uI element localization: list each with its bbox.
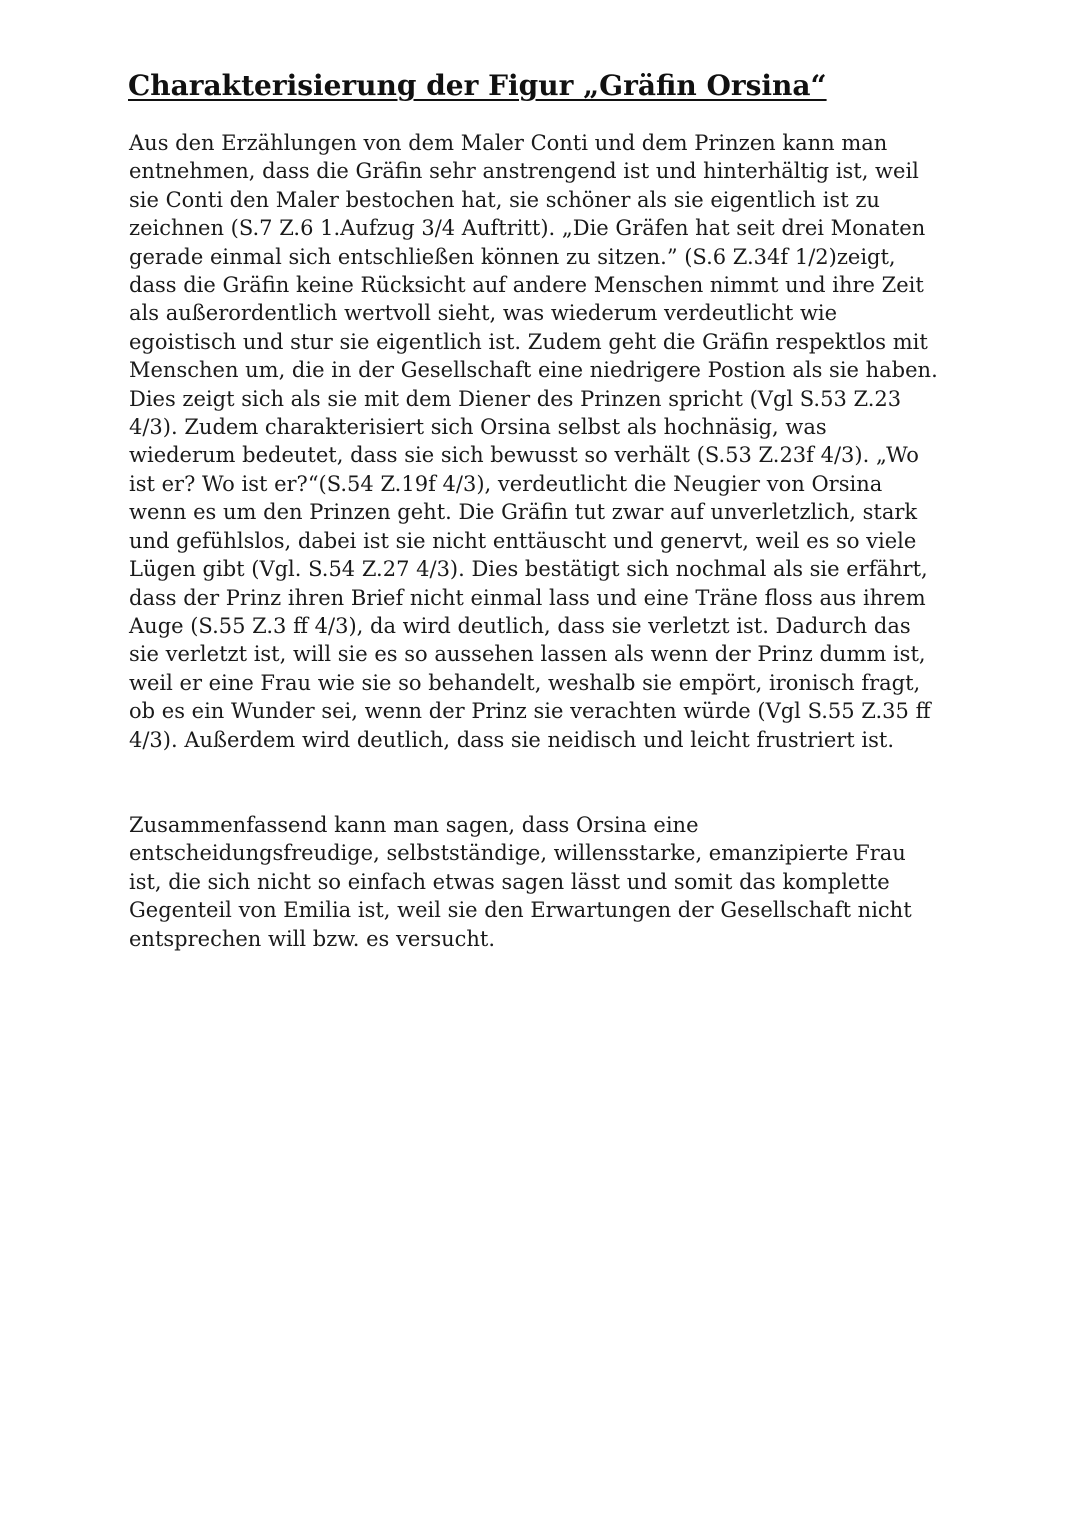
text-line: wenn es um den Prinzen geht. Die Gräfin tut zwar auf unverletzlich, stark: [129, 500, 918, 525]
text-line: als außerordentlich wertvoll sieht, was wiederum verdeutlicht wie: [129, 301, 838, 326]
text-line: dass der Prinz ihren Brief nicht einmal lass und eine Träne floss aus ihrem: [129, 585, 926, 610]
text-line: dass die Gräfin keine Rücksicht auf andere Menschen nimmt und ihre Zeit: [129, 273, 924, 298]
text-line: Lügen gibt (Vgl. S.54 Z.27 4/3). Dies bestätigt sich nochmal als sie erfährt,: [129, 557, 928, 582]
text-line: Aus den Erzählungen von dem Maler Conti und dem Prinzen kann man: [129, 131, 888, 155]
text-line: egoistisch und stur sie eigentlich ist. Zudem geht die Gräfin respektlos mit: [129, 329, 928, 354]
text-line: gerade einmal sich entschließen können zu sitzen.” (S.6 Z.34f 1/2)zeigt,: [129, 244, 896, 269]
text-line: entsprechen will bzw. es versucht.: [129, 926, 496, 951]
text-line: 4/3). Außerdem wird deutlich, dass sie neidisch und leicht frustriert ist.: [129, 727, 895, 752]
text-line: wiederum bedeutet, dass sie sich bewusst so verhält (S.53 Z.23f 4/3). „Wo: [129, 443, 919, 468]
text-line: und gefühlslos, dabei ist sie nicht enttäuscht und genervt, weil es so viele: [129, 528, 917, 553]
text-line: entnehmen, dass die Gräfin sehr anstrengend ist und hinterhältig ist, weil: [129, 159, 919, 184]
text-line: sie verletzt ist, will sie es so aussehen lassen als wenn der Prinz dumm ist,: [129, 642, 926, 667]
text-line: weil er eine Frau wie sie so behandelt, weshalb sie empört, ironisch fragt,: [129, 670, 921, 695]
text-line: ist er? Wo ist er?“(S.54 Z.19f 4/3), verdeutlicht die Neugier von Orsina: [129, 471, 883, 496]
text-line: Gegenteil von Emilia ist, weil sie den Erwartungen der Gesellschaft nicht: [129, 898, 912, 923]
text-line: entscheidungsfreudige, selbstständige, willensstarke, emanzipierte Frau: [129, 841, 906, 866]
document-title: Charakterisierung der Figur „Gräfin Orsina“: [128, 69, 827, 102]
text-line: Auge (S.55 Z.3 ff 4/3), da wird deutlich, dass sie verletzt ist. Dadurch das: [129, 613, 911, 638]
text-line: sie Conti den Maler bestochen hat, sie schöner als sie eigentlich ist zu: [129, 187, 880, 212]
text-line: zeichnen (S.7 Z.6 1.Aufzug 3/4 Auftritt). „Die Gräfen hat seit drei Monaten: [129, 216, 926, 241]
text-line: ob es ein Wunder sei, wenn der Prinz sie verachten würde (Vgl S.55 Z.35 ff: [129, 699, 931, 724]
body-paragraph-characterization: [129, 129, 959, 754]
text-line: 4/3). Zudem charakterisiert sich Orsina selbst als hochnäsig, was: [129, 415, 827, 440]
text-line: Menschen um, die in der Gesellschaft eine niedrigere Postion als sie haben.: [129, 358, 938, 383]
text-line: Dies zeigt sich als sie mit dem Diener des Prinzen spricht (Vgl S.53 Z.23: [129, 386, 902, 411]
text-line: ist, die sich nicht so einfach etwas sagen lässt und somit das komplette: [129, 869, 890, 894]
body-paragraph-summary: [129, 811, 959, 953]
text-line: Zusammenfassend kann man sagen, dass Orsina eine: [129, 813, 699, 837]
